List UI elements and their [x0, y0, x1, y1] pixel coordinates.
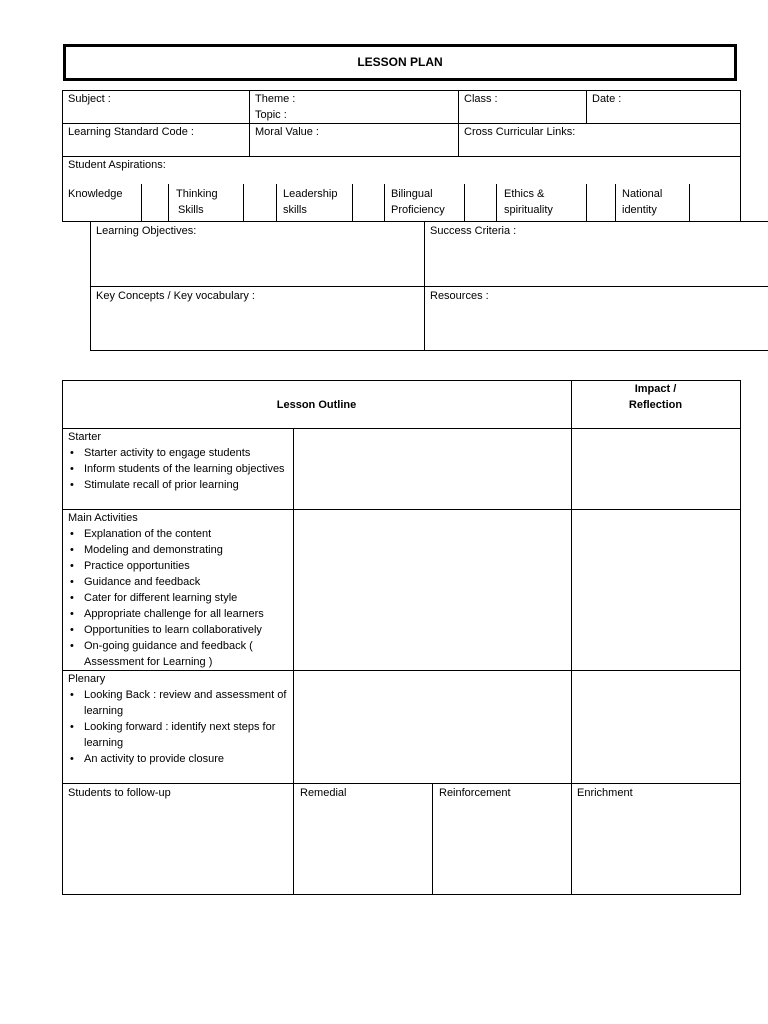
remedial-label: Remedial: [300, 787, 347, 799]
list-item: • Modeling and demonstrating: [68, 542, 290, 558]
list-item: • Starter activity to engage students: [68, 445, 286, 461]
lesson-outline-heading: Lesson Outline: [276, 399, 357, 411]
student-aspirations-label: Student Aspirations:: [68, 159, 166, 171]
starter-list: [68, 445, 286, 493]
reinforcement-label: Reinforcement: [439, 787, 511, 799]
aspiration-bilingual: Bilingual: [391, 188, 433, 200]
list-item: • Opportunities to learn collaboratively: [68, 622, 290, 638]
title-box: [63, 44, 737, 81]
aspiration-ethics-2: spirituality: [504, 204, 553, 216]
list-item: • Explanation of the content: [68, 526, 290, 542]
class-label: Class :: [464, 93, 498, 105]
aspiration-national-2: identity: [622, 204, 657, 216]
success-criteria-label: Success Criteria :: [430, 225, 517, 237]
aspiration-national: National: [622, 188, 663, 200]
impact-heading: Impact /: [634, 383, 677, 395]
list-item: • Cater for different learning style: [68, 590, 290, 606]
aspiration-leadership-2: skills: [283, 204, 307, 216]
plenary-heading: Plenary: [68, 673, 106, 685]
resources-label: Resources :: [430, 290, 489, 302]
page-title: LESSON PLAN: [357, 55, 443, 69]
learning-standard-label: Learning Standard Code :: [68, 126, 194, 138]
list-item: • Guidance and feedback: [68, 574, 290, 590]
list-item: • Looking forward : identify next steps for learning: [68, 719, 294, 751]
aspiration-bilingual-2: Proficiency: [391, 204, 445, 216]
date-label: Date :: [592, 93, 622, 105]
aspiration-leadership: Leadership: [283, 188, 338, 200]
learning-objectives-label: Learning Objectives:: [96, 225, 197, 237]
aspiration-ethics: Ethics &: [504, 188, 545, 200]
reflection-heading: Reflection: [628, 399, 683, 411]
list-item: • Inform students of the learning objectives: [68, 461, 286, 477]
cross-curricular-label: Cross Curricular Links:: [464, 126, 576, 138]
students-follow-up-label: Students to follow-up: [68, 787, 171, 799]
main-activities-list: [68, 526, 290, 670]
list-item: • On-going guidance and feedback ( Assessment for Learning ): [68, 638, 269, 670]
list-item: • Practice opportunities: [68, 558, 290, 574]
moral-value-label: Moral Value :: [255, 126, 319, 138]
key-concepts-label: Key Concepts / Key vocabulary :: [96, 290, 255, 302]
list-item: • An activity to provide closure: [68, 751, 290, 767]
plenary-list: [68, 687, 290, 767]
subject-label: Subject :: [68, 93, 111, 105]
enrichment-label: Enrichment: [577, 787, 633, 799]
aspiration-thinking-2: Skills: [178, 204, 204, 216]
theme-label: Theme :: [255, 93, 296, 105]
list-item: • Stimulate recall of prior learning: [68, 477, 286, 493]
list-item: • Looking Back : review and assessment of learning: [68, 687, 290, 719]
aspiration-thinking: Thinking: [176, 188, 218, 200]
topic-label: Topic :: [255, 109, 287, 121]
starter-heading: Starter: [68, 431, 102, 443]
list-item: • Appropriate challenge for all learners: [68, 606, 290, 622]
main-activities-heading: Main Activities: [68, 512, 138, 524]
aspiration-knowledge: Knowledge: [68, 188, 123, 200]
